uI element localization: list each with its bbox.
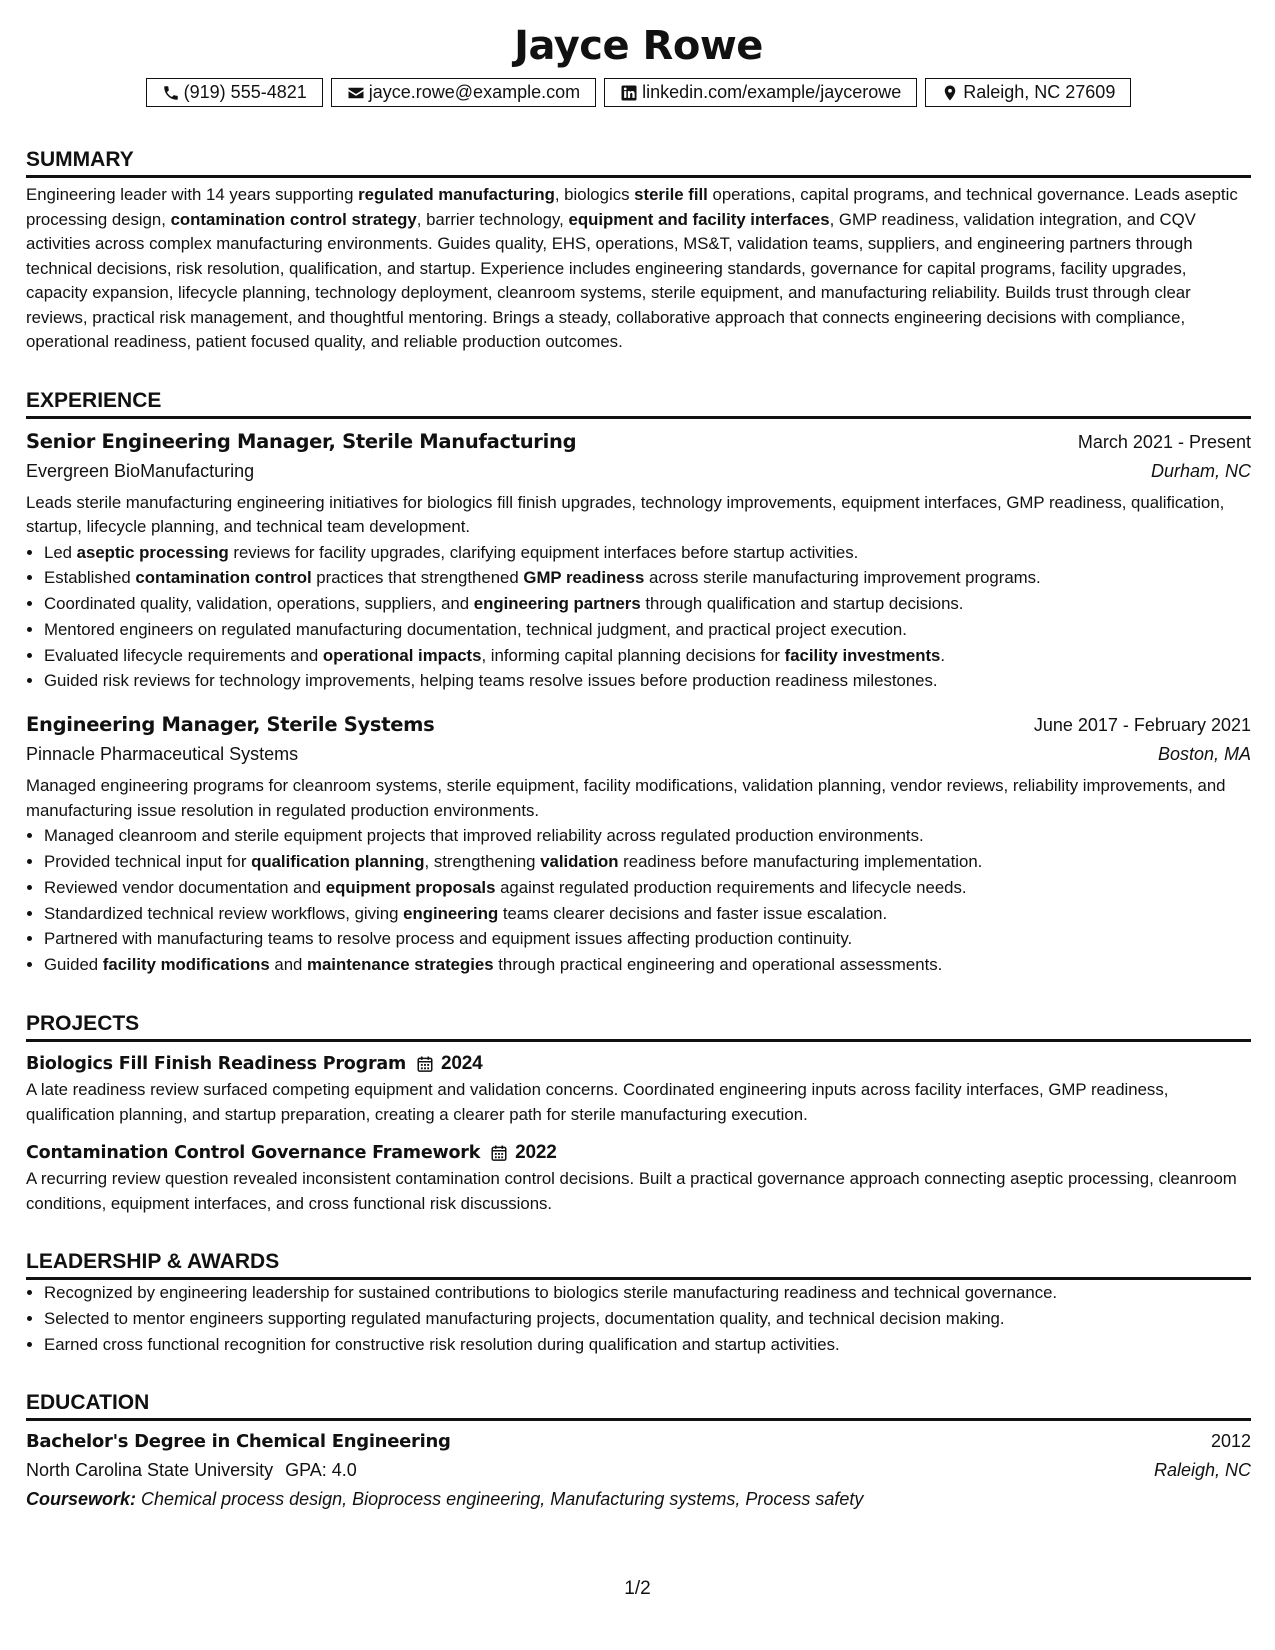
job-dates: June 2017 - February 2021 [1033,715,1251,736]
contact-phone [146,78,323,107]
coursework-label: Coursework: [26,1489,137,1510]
awards-section [26,1250,1251,1357]
bullet-item: • Guided risk reviews for technology improvements, helping teams resolve issues before production readiness milestones. [44,668,1251,694]
section-heading: LEADERSHIP & AWARDS [26,1250,1251,1280]
bullet-item: • Reviewed vendor documentation and equipment proposals against regulated production requirements and lifecycle needs. [44,875,1251,901]
coursework-list: Chemical process design, Bioprocess engineering, Manufacturing systems, Process safety [141,1489,864,1510]
graduation-year: 2012 [1210,1431,1251,1452]
section-heading: EXPERIENCE [26,389,1251,419]
project-description: A late readiness review surfaced competing equipment and validation concerns. Coordinated engineering inputs across facility interfaces, GMP readiness, qualification planning, and startup preparation, creating a clearer path for sterile manufacturing execution. [26,1080,1169,1124]
calendar-icon [490,1144,508,1162]
phone-text: (919) 555-4821 [183,82,307,102]
projects-section [26,1012,1251,1216]
linkedin-icon [620,84,638,102]
calendar-icon [416,1055,434,1073]
degree-title: Bachelor's Degree in Chemical Engineering [26,1431,451,1453]
job-bullets [26,540,1251,695]
section-heading: SUMMARY [26,148,1251,178]
page-number: 1/2 [624,1578,651,1599]
project-title: Biologics Fill Finish Readiness Program [26,1054,407,1075]
job-entry [26,427,1251,695]
bullet-item: • Managed cleanroom and sterile equipment projects that improved reliability across regulated production environments. [44,823,1251,849]
summary-text: Engineering leader with 14 years supporting regulated manufacturing, biologics sterile fill operations, capital programs, and technical governance. Leads aseptic processing design, contamination control strategy, barrier technology, equipment and facility interfaces, GMP readiness, validation integration, and CQV activities across complex manufacturing environments. Guides quality, EHS, operations, MS&T, validation teams, suppliers, and engineering partners through technical decisions, risk resolution, qualification, and startup. Experience includes engineering standards, governance for capital programs, facility upgrades, capacity expansion, lifecycle planning, technology deployment, cleanroom systems, sterile equipment, and manufacturing reliability. Builds trust through clear reviews, practical risk management, and thoughtful mentoring. Brings a steady, collaborative approach that connects engineering decisions with compliance, operational readiness, patient focused quality, and reliable production outcomes. [26,185,1238,351]
job-dates: March 2021 - Present [1077,431,1251,452]
bullet-item: • Mentored engineers on regulated manufacturing documentation, technical judgment, and practical project execution. [44,617,1251,643]
section-heading: EDUCATION [26,1391,1251,1421]
bullet-item: • Standardized technical review workflows, giving engineering teams clearer decisions and faster issue escalation. [44,901,1251,927]
bullet-item: • Evaluated lifecycle requirements and operational impacts, informing capital planning decisions for facility investments. [44,643,1251,669]
bullet-item: • Coordinated quality, validation, operations, suppliers, and engineering partners through qualification and startup decisions. [44,591,1251,617]
project-entry [26,1050,1251,1127]
company-name: Evergreen BioManufacturing [26,460,255,481]
location-text: Raleigh, NC 27609 [963,82,1116,102]
job-title: Senior Engineering Manager, Sterile Manufacturing [26,429,577,453]
bullet-item: • Provided technical input for qualification planning, strengthening validation readiness before manufacturing implementation. [44,849,1251,875]
award-item: • Selected to mentor engineers supporting regulated manufacturing projects, documentation quality, and technical decision making. [44,1306,1251,1332]
summary-section [26,148,1251,355]
job-bullets [26,823,1251,978]
email-text: jayce.rowe@example.com [368,82,581,102]
bullet-item: • Led aseptic processing reviews for facility upgrades, clarifying equipment interfaces before startup activities. [44,540,1251,566]
project-entry [26,1139,1251,1216]
project-year: 2022 [515,1142,557,1164]
project-description: A recurring review question revealed inconsistent contamination control decisions. Built a practical governance approach connecting aseptic processing, cleanroom conditions, equipment interfaces, and cross functional risk discussions. [26,1169,1237,1213]
coursework-line [26,1485,1251,1514]
education-entry [26,1427,1251,1514]
map-pin-icon [941,84,959,102]
contact-location [925,78,1131,107]
job-entry [26,710,1251,978]
bullet-item: • Established contamination control practices that strengthened GMP readiness across sterile manufacturing improvement programs. [44,565,1251,591]
bullet-item: • Partnered with manufacturing teams to resolve process and equipment issues affecting production continuity. [44,926,1251,952]
job-title: Engineering Manager, Sterile Systems [26,713,435,737]
school-location: Raleigh, NC [1153,1460,1251,1481]
job-location: Durham, NC [1150,460,1251,481]
job-location: Boston, MA [1157,744,1251,765]
award-item: • Recognized by engineering leadership for sustained contributions to biologics sterile manufacturing readiness and technical governance. [44,1280,1251,1306]
envelope-icon [347,84,365,102]
experience-section [26,389,1251,979]
phone-icon [162,84,180,102]
candidate-name: Jayce Rowe [514,23,763,69]
contact-bar [26,78,1251,107]
school-name: North Carolina State University [26,1460,274,1481]
section-heading: PROJECTS [26,1012,1251,1042]
contact-email[interactable] [331,78,596,107]
gpa-value: GPA: 4.0 [285,1460,357,1481]
project-title: Contamination Control Governance Framework [26,1143,481,1164]
company-name: Pinnacle Pharmaceutical Systems [26,744,299,765]
bullet-item: • Guided facility modifications and maintenance strategies through practical engineering and operational assessments. [44,952,1251,978]
award-item: • Earned cross functional recognition for constructive risk resolution during qualification and startup activities. [44,1332,1251,1358]
linkedin-text: linkedin.com/example/jaycerowe [642,82,902,102]
project-year: 2024 [441,1053,483,1075]
contact-linkedin[interactable] [604,78,917,107]
education-section [26,1391,1251,1514]
job-description: Managed engineering programs for cleanroom systems, sterile equipment, facility modifications, validation planning, vendor reviews, reliability improvements, and manufacturing issue resolution in regulated production environments. [26,776,1226,820]
job-description: Leads sterile manufacturing engineering initiatives for biologics fill finish upgrades, technology improvements, equipment interfaces, GMP readiness, qualification, startup, lifecycle planning, and technical team development. [26,492,1225,536]
resume-page [26,20,1251,1514]
awards-list [26,1280,1251,1357]
